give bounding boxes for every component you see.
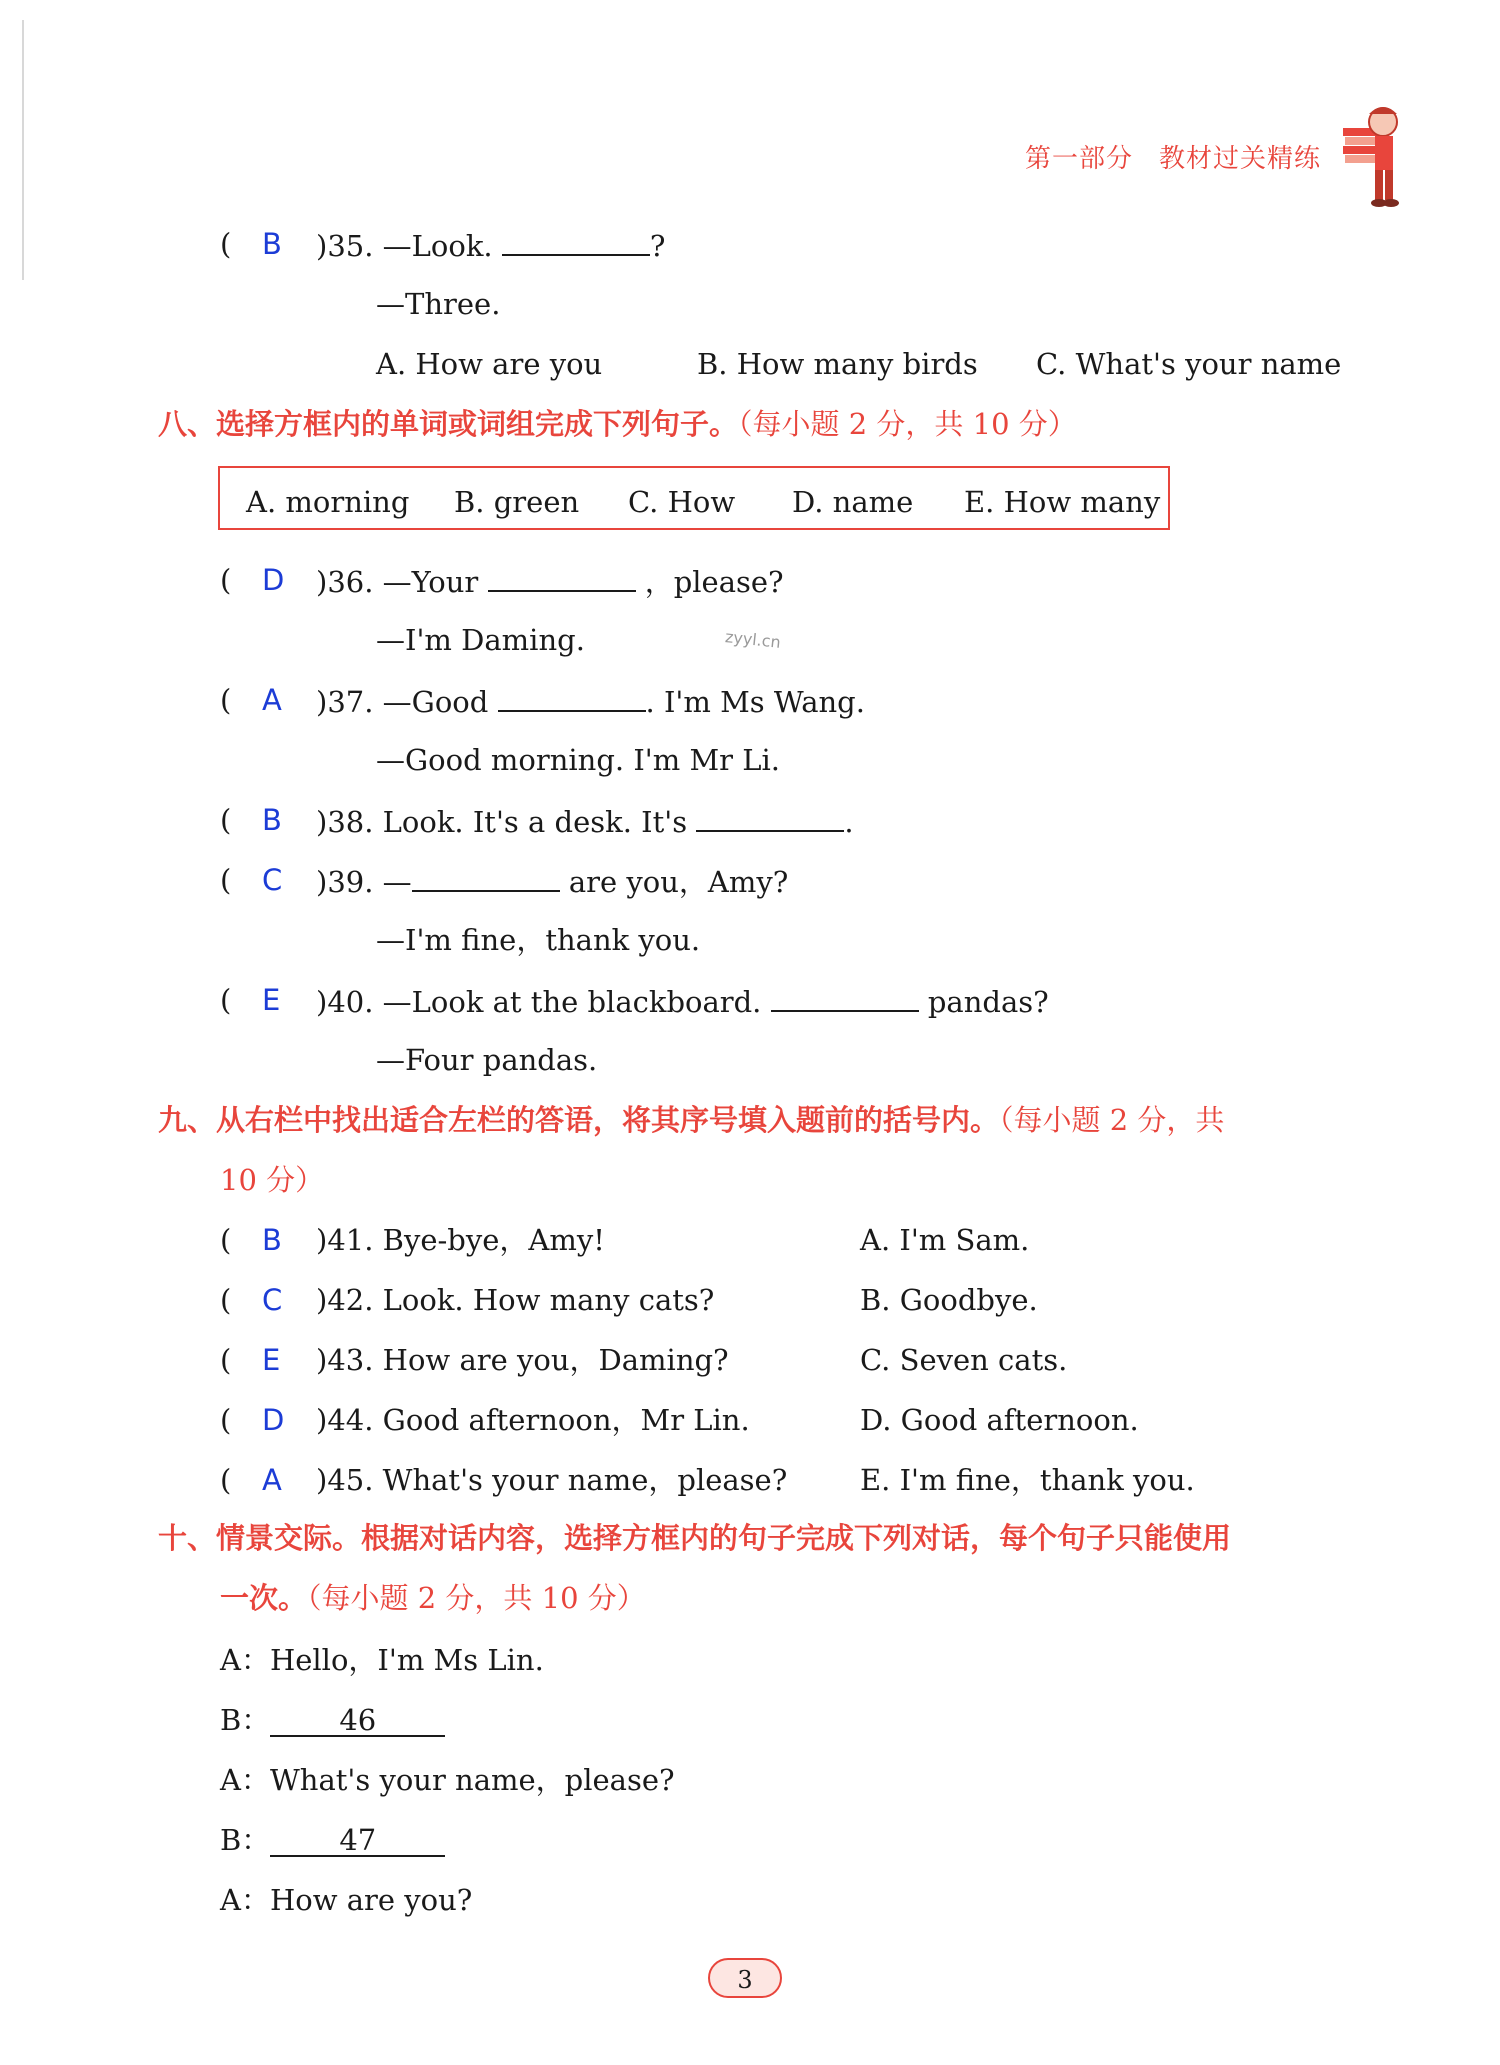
question-39: )39. — are you，Amy? — [316, 865, 789, 899]
question-38: )38. Look. It's a desk. It's . — [316, 805, 854, 839]
answer-bracket-open: ( — [220, 863, 232, 897]
answer-blank — [502, 230, 650, 256]
match-option-a: A. I'm Sam. — [860, 1223, 1030, 1257]
dialog-line: B： 46 — [220, 1706, 445, 1737]
question-45: )45. What's your name，please? — [316, 1463, 788, 1497]
question-39-reply: —I'm fine，thank you. — [376, 923, 701, 957]
page-header — [1025, 138, 1321, 175]
match-option-e: E. I'm fine，thank you. — [860, 1463, 1195, 1497]
question-40-reply: —Four pandas. — [376, 1043, 598, 1077]
option-b: B. How many birds — [697, 347, 978, 381]
answer-bracket-open: ( — [220, 227, 232, 261]
answer-bracket-open: ( — [220, 983, 232, 1017]
answer-bracket-open: ( — [220, 1463, 232, 1497]
word-option: B. green — [454, 485, 580, 519]
dialog-line: A：What's your name，please? — [220, 1763, 675, 1797]
question-36-reply: —I'm Daming. — [376, 623, 585, 657]
dialog-line: A：How are you? — [220, 1883, 473, 1917]
answer-35: B — [262, 227, 282, 261]
answer-bracket-open: ( — [220, 683, 232, 717]
answer-45: A — [262, 1463, 282, 1497]
answer-blank — [412, 866, 560, 892]
question-37: )37. —Good . I'm Ms Wang. — [316, 685, 865, 719]
answer-bracket-open: ( — [220, 563, 232, 597]
word-option: A. morning — [246, 485, 410, 519]
dialog-line: A：Hello，I'm Ms Lin. — [220, 1643, 544, 1677]
dialog-blank-46: 46 — [270, 1706, 445, 1737]
section-9-title-cont: 10 分） — [220, 1163, 325, 1197]
header-title: 教材过关精练 — [1159, 144, 1322, 174]
question-37-reply: —Good morning. I'm Mr Li. — [376, 743, 780, 777]
word-bank-box — [218, 466, 1170, 530]
answer-38: B — [262, 803, 282, 837]
page-edge-line — [22, 20, 24, 280]
match-option-d: D. Good afternoon. — [860, 1403, 1139, 1437]
answer-39: C — [262, 863, 283, 897]
answer-42: C — [262, 1283, 283, 1317]
question-35-reply: —Three. — [376, 287, 501, 321]
page-number: 3 — [708, 1958, 782, 1998]
question-44: )44. Good afternoon，Mr Lin. — [316, 1403, 750, 1437]
question-36: )36. —Your ，please? — [316, 565, 784, 599]
answer-bracket-open: ( — [220, 1403, 232, 1437]
option-c: C. What's your name — [1036, 347, 1342, 381]
answer-blank — [696, 806, 844, 832]
question-35: )35. —Look. ? — [316, 229, 666, 263]
answer-44: D — [262, 1403, 285, 1437]
dialog-line: B： 47 — [220, 1826, 445, 1857]
word-option: D. name — [792, 485, 914, 519]
match-option-b: B. Goodbye. — [860, 1283, 1038, 1317]
answer-36: D — [262, 563, 285, 597]
answer-bracket-open: ( — [220, 803, 232, 837]
section-10-title-cont: 一次。（每小题 2 分，共 10 分） — [220, 1581, 646, 1615]
answer-41: B — [262, 1223, 282, 1257]
section-9-title: 九、从右栏中找出适合左栏的答语，将其序号填入题前的括号内。（每小题 2 分，共 — [158, 1103, 1225, 1137]
question-42: )42. Look. How many cats? — [316, 1283, 715, 1317]
answer-bracket-open: ( — [220, 1223, 232, 1257]
answer-blank — [488, 566, 636, 592]
answer-40: E — [262, 983, 281, 1017]
header-part: 第一部分 — [1025, 144, 1134, 174]
question-40: )40. —Look at the blackboard. pandas? — [316, 985, 1049, 1019]
word-option: E. How many — [964, 485, 1161, 519]
section-8-title: 八、选择方框内的单词或词组完成下列句子。（每小题 2 分，共 10 分） — [158, 407, 1077, 441]
section-10-title: 十、情景交际。根据对话内容，选择方框内的句子完成下列对话，每个句子只能使用 — [158, 1521, 1232, 1555]
watermark: zyyl.cn — [724, 627, 782, 652]
question-41: )41. Bye-bye，Amy! — [316, 1223, 605, 1257]
answer-bracket-open: ( — [220, 1343, 232, 1377]
dialog-blank-47: 47 — [270, 1826, 445, 1857]
reading-boy-icon — [1335, 100, 1405, 210]
word-option: C. How — [628, 485, 736, 519]
option-a: A. How are you — [376, 347, 603, 381]
answer-blank — [771, 986, 919, 1012]
match-option-c: C. Seven cats. — [860, 1343, 1068, 1377]
answer-bracket-open: ( — [220, 1283, 232, 1317]
answer-blank — [498, 686, 646, 712]
question-43: )43. How are you，Daming? — [316, 1343, 729, 1377]
answer-43: E — [262, 1343, 281, 1377]
answer-37: A — [262, 683, 282, 717]
